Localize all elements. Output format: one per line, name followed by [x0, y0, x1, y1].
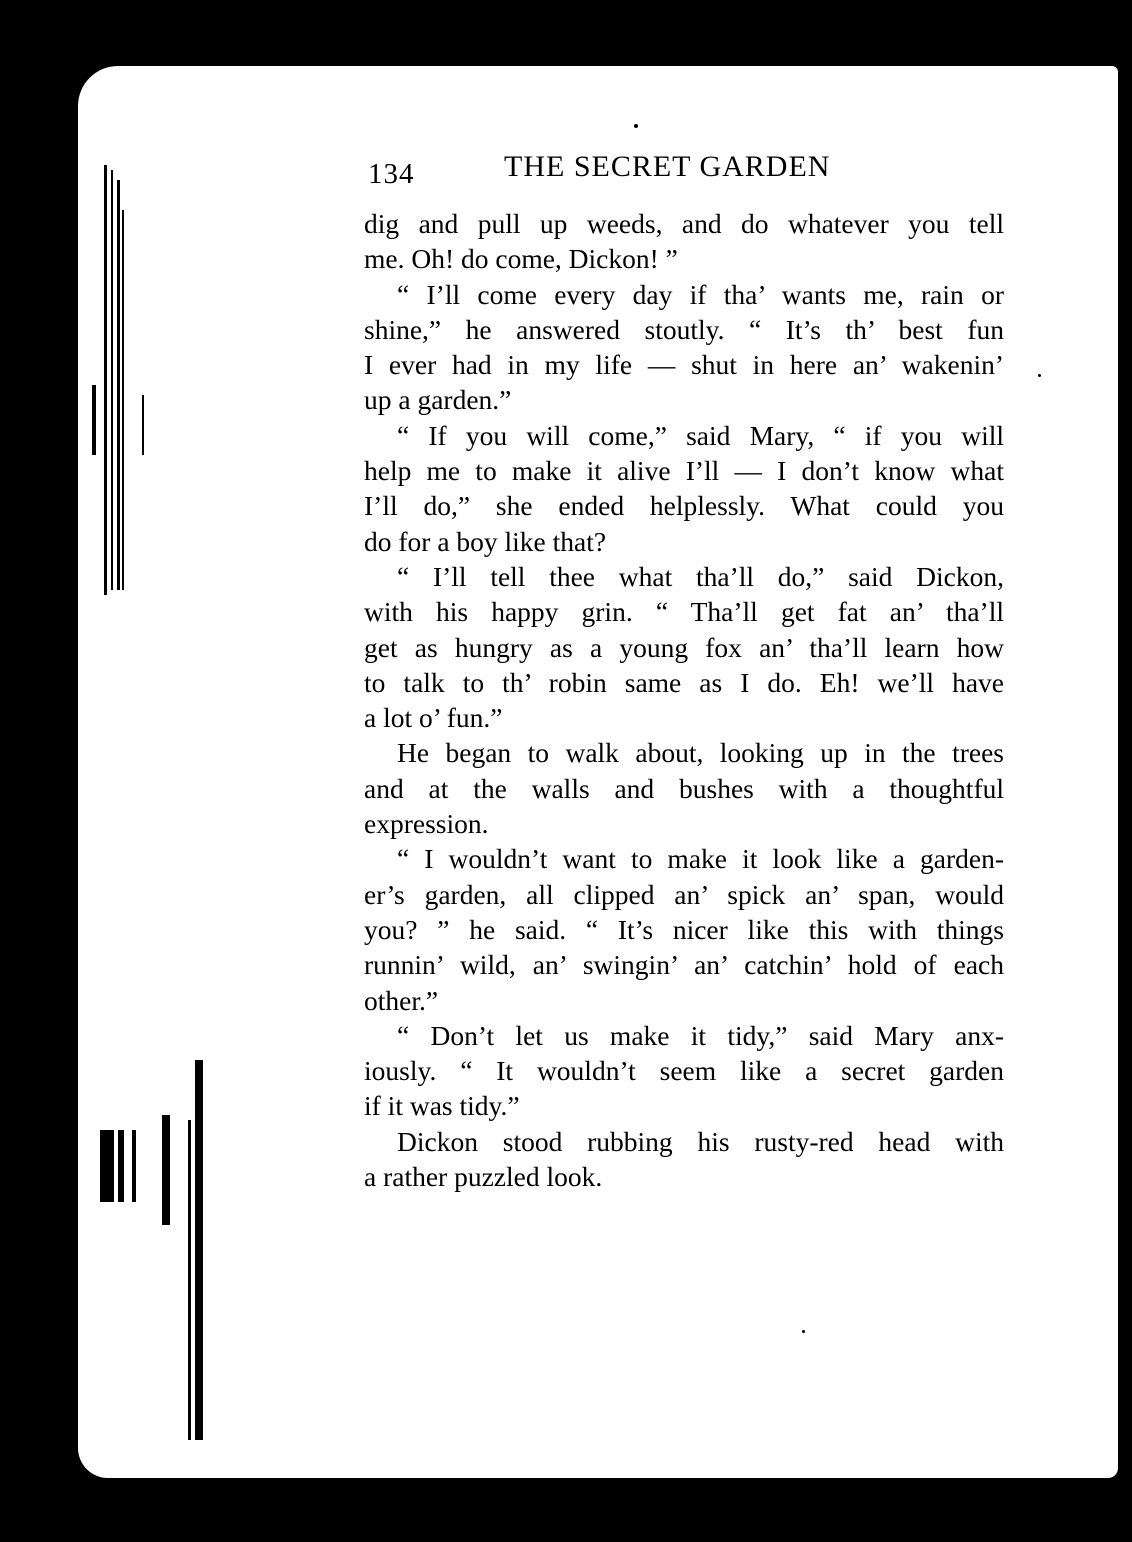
text-line: dig and pull up weeds, and do whatever you tell: [364, 208, 1004, 239]
scan-streak: [195, 1060, 203, 1440]
text-line: get as hungry as a young fox an’ tha’ll learn how: [364, 631, 1004, 663]
text-line: “ I’ll come every day if tha’ wants me, rain or: [397, 278, 1004, 310]
text-line: I ever had in my life — shut in here an’ wakenin’: [364, 349, 1004, 381]
text-line: a rather puzzled look.: [364, 1161, 603, 1193]
text-line: “ Don’t let us make it tidy,” said Mary anx-: [397, 1019, 1004, 1051]
page-header: [368, 150, 1004, 194]
scan-streak: [118, 1130, 124, 1202]
text-line: me. Oh! do come, Dickon! ”: [364, 243, 678, 275]
scan-streak: [100, 1130, 114, 1202]
text-line: to talk to th’ robin same as I do. Eh! we’ll have: [364, 666, 1004, 698]
text-line: a lot o’ fun.”: [364, 702, 503, 734]
scan-speck: [1038, 374, 1041, 377]
scan-streak: [188, 1120, 191, 1440]
scan-speck: [802, 1330, 805, 1333]
scan-streak: [92, 385, 96, 455]
text-line: “ I wouldn’t want to make it look like a garden-: [397, 843, 1004, 875]
text-line: shine,” he answered stoutly. “ It’s th’ best fun: [364, 313, 1004, 345]
text-line: expression.: [364, 808, 489, 840]
text-line: er’s garden, all clipped an’ spick an’ span, would: [364, 878, 1004, 910]
page-number: 134: [368, 158, 415, 190]
text-line: help me to make it alive I’ll — I don’t know what: [364, 455, 1004, 487]
text-line: He began to walk about, looking up in the trees: [397, 737, 1004, 769]
text-line: “ If you will come,” said Mary, “ if you will: [397, 419, 1004, 451]
scan-speck: [634, 124, 638, 128]
scan-streak: [132, 1130, 136, 1202]
text-line: with his happy grin. “ Tha’ll get fat an’ tha’ll: [364, 596, 1004, 628]
text-line: iously. “ It wouldn’t seem like a secret garden: [364, 1055, 1004, 1087]
text-line: I’ll do,” she ended helplessly. What could you: [364, 490, 1004, 522]
scan-streak: [122, 210, 124, 590]
text-line: and at the walls and bushes with a thoughtful: [364, 772, 1004, 804]
scan-streak: [117, 180, 120, 590]
text-line: runnin’ wild, an’ swingin’ an’ catchin’ hold of each: [364, 949, 1004, 981]
scan-streak: [111, 170, 113, 590]
text-line: up a garden.”: [364, 384, 512, 416]
text-line: other.”: [364, 984, 439, 1016]
scan-streak: [104, 165, 107, 595]
text-line: “ I’ll tell thee what tha’ll do,” said Dickon,: [397, 560, 1004, 592]
text-line: Dickon stood rubbing his rusty-red head with: [397, 1125, 1004, 1157]
body-text: [364, 206, 1004, 1194]
text-line: do for a boy like that?: [364, 525, 607, 557]
scan-streak: [142, 395, 144, 455]
text-line: you? ” he said. “ It’s nicer like this with things: [364, 913, 1004, 945]
running-title: THE SECRET GARDEN: [504, 150, 831, 183]
scan-streak: [162, 1115, 170, 1225]
text-line: if it was tidy.”: [364, 1090, 520, 1122]
